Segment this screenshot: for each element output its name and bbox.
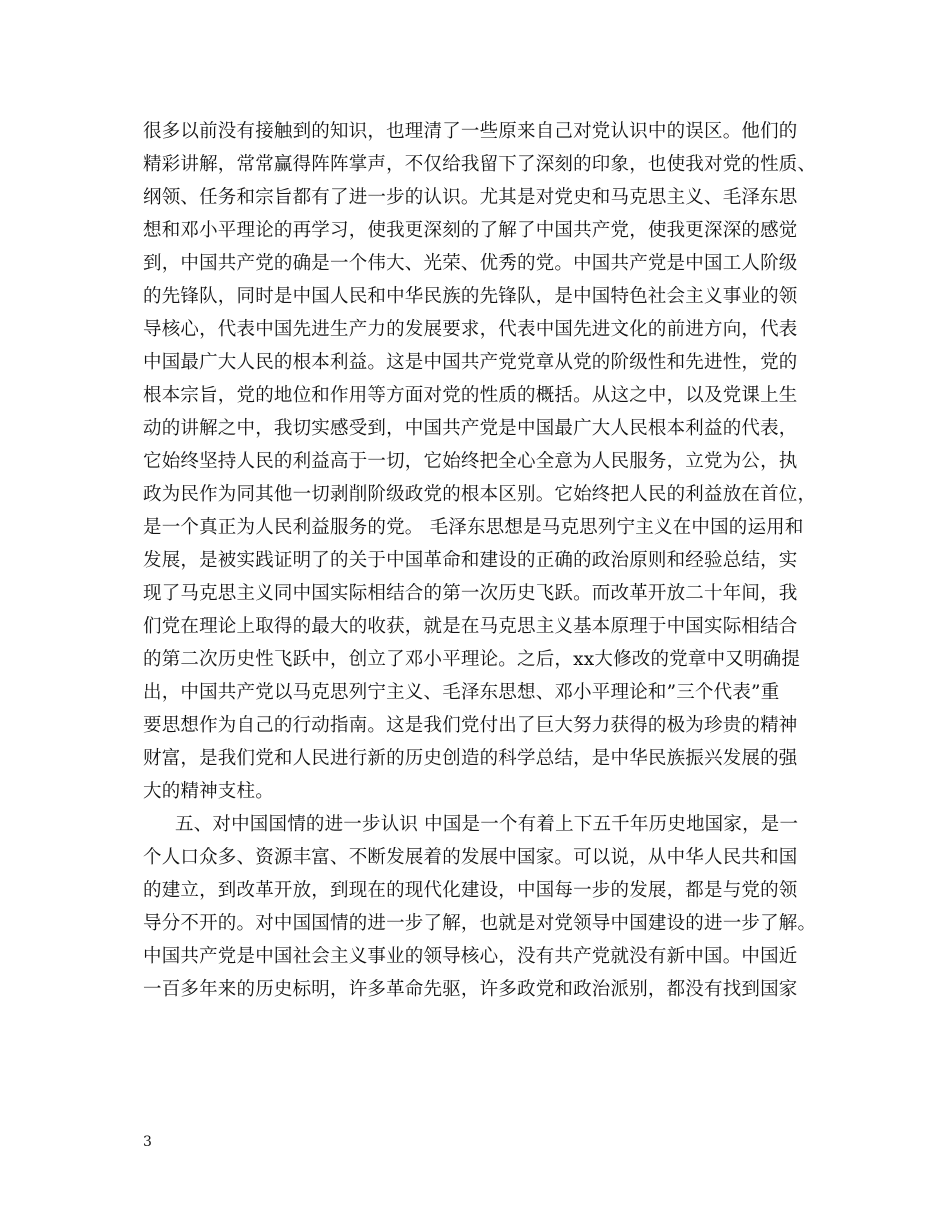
text-line: 出，中国共产党以马克思列宁主义、毛泽东思想、邓小平理论和”三个代表”重 xyxy=(143,682,780,703)
text-line: 们党在理论上取得的最大的收获，就是在马克思主义基本原理于中国实际相结合 xyxy=(143,616,798,637)
text-line: 要思想作为自己的行动指南。这是我们党付出了巨大努力获得的极为珍贵的精神 xyxy=(143,715,798,736)
text-line: 根本宗旨，党的地位和作用等方面对党的性质的概括。从这之中，以及党课上生 xyxy=(143,385,798,406)
text-line: 导分不开的。对中国国情的进一步了解，也就是对党领导中国建设的进一步了解。 xyxy=(143,913,817,934)
text-line: 一百多年来的历史标明，许多革命先驱，许多政党和政治派别，都没有找到国家 xyxy=(143,979,798,1000)
text-line: 到，中国共产党的确是一个伟大、光荣、优秀的党。中国共产党是中国工人阶级 xyxy=(143,253,798,274)
text-line: 的第二次历史性飞跃中，创立了邓小平理论。之后，xx大修改的党章中又明确提 xyxy=(143,649,801,670)
text-line: 想和邓小平理论的再学习，使我更深刻的了解了中国共产党，使我更深深的感觉 xyxy=(143,220,798,241)
text-line: 政为民作为同其他一切剥削阶级政党的根本区别。它始终把人民的利益放在首位， xyxy=(143,484,817,505)
text-line: 中国共产党是中国社会主义事业的领导核心，没有共产党就没有新中国。中国近 xyxy=(143,946,798,967)
text-line: 的先锋队，同时是中国人民和中华民族的先锋队，是中国特色社会主义事业的领 xyxy=(143,286,798,307)
text-line: 中国最广大人民的根本利益。这是中国共产党党章从党的阶级性和先进性，党的 xyxy=(143,352,798,373)
text-line: 它始终坚持人民的利益高于一切，它始终把全心全意为人民服务，立党为公，执 xyxy=(143,451,798,472)
text-line: 五、对中国国情的进一步认识 中国是一个有着上下五千年历史地国家，是一 xyxy=(175,814,799,835)
text-line: 现了马克思主义同中国实际相结合的第一次历史飞跃。而改革开放二十年间，我 xyxy=(143,583,798,604)
text-line: 财富，是我们党和人民进行新的历史创造的科学总结，是中华民族振兴发展的强 xyxy=(143,748,798,769)
text-line: 动的讲解之中，我切实感受到，中国共产党是中国最广大人民根本利益的代表， xyxy=(143,418,798,439)
text-line: 大的精神支柱。 xyxy=(143,781,274,802)
text-line: 的建立，到改革开放，到现在的现代化建设，中国每一步的发展，都是与党的领 xyxy=(143,880,798,901)
text-line: 是一个真正为人民利益服务的党。 毛泽东思想是马克思列宁主义在中国的运用和 xyxy=(143,517,804,538)
text-line: 很多以前没有接触到的知识，也理清了一些原来自己对党认识中的误区。他们的 xyxy=(143,121,798,142)
text-line: 精彩讲解，常常赢得阵阵掌声，不仅给我留下了深刻的印象，也使我对党的性质、 xyxy=(143,154,817,175)
text-line: 纲领、任务和宗旨都有了进一步的认识。尤其是对党史和马克思主义、毛泽东思 xyxy=(143,187,798,208)
text-line: 发展，是被实践证明了的关于中国革命和建设的正确的政治原则和经验总结，实 xyxy=(143,550,798,571)
text-line: 个人口众多、资源丰富、不断发展着的发展中国家。可以说，从中华人民共和国 xyxy=(143,847,798,868)
text-line: 导核心，代表中国先进生产力的发展要求，代表中国先进文化的前进方向，代表 xyxy=(143,319,798,340)
page-number: 3 xyxy=(143,1134,152,1150)
